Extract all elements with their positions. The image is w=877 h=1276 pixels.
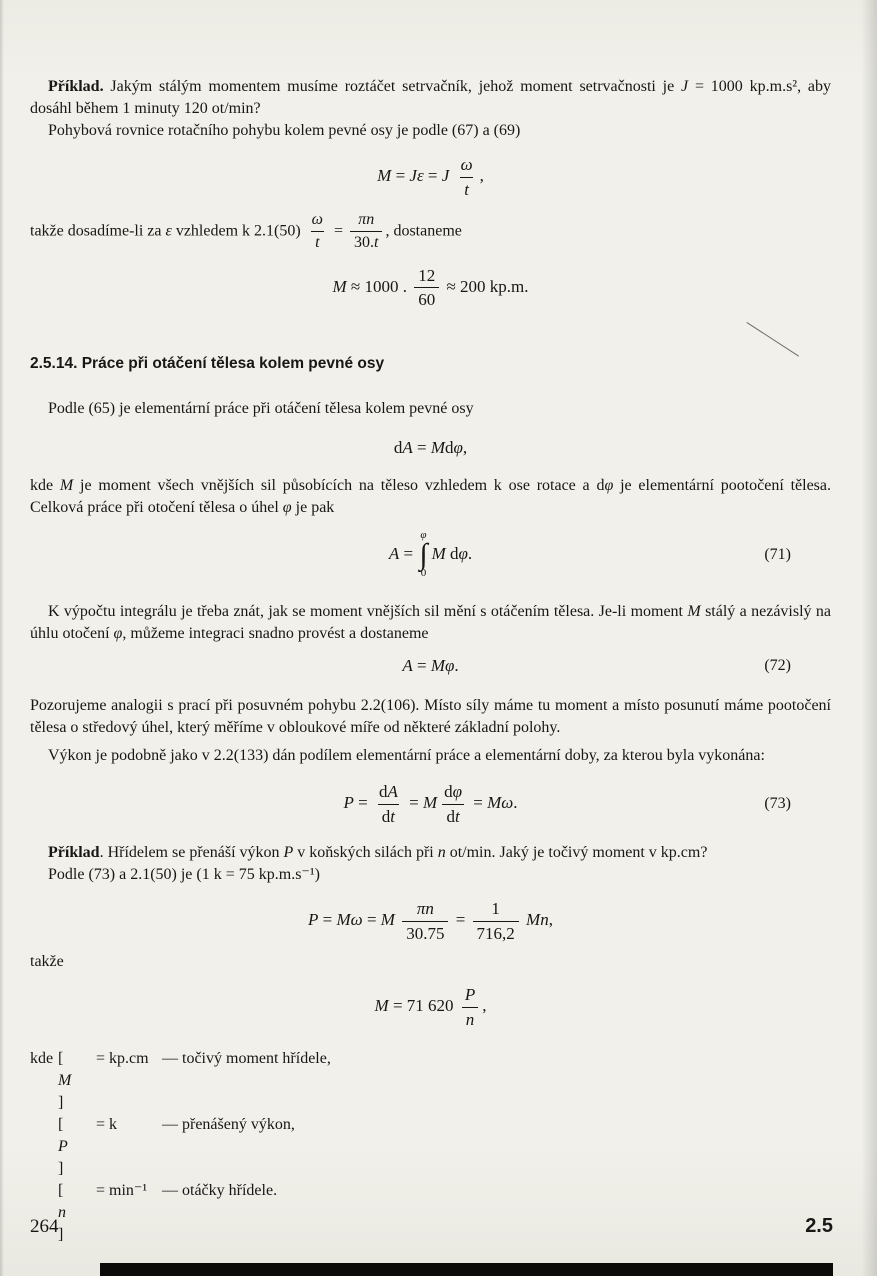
paragraph-podle-73: Podle (73) a 2.1(50) je (1 k = 75 kp.m.s⁻¹) bbox=[48, 866, 320, 884]
text-segment: P bbox=[283, 844, 294, 862]
text-segment: . Hřídelem se přenáší výkon bbox=[99, 844, 284, 862]
text-segment: = bbox=[329, 222, 347, 240]
text-segment: t bbox=[390, 806, 396, 826]
equation-m-approx-200 bbox=[30, 266, 831, 310]
text-segment: M bbox=[58, 1071, 72, 1089]
equation-body bbox=[308, 899, 553, 943]
math-fraction bbox=[375, 782, 402, 826]
math-fraction bbox=[457, 155, 477, 199]
text-segment: [ bbox=[58, 1181, 64, 1199]
text-segment: φ bbox=[113, 625, 123, 643]
fraction-denominator bbox=[462, 1007, 479, 1030]
text-segment: d bbox=[378, 782, 388, 802]
math-fraction bbox=[461, 985, 479, 1029]
equation-da-mdphi bbox=[30, 437, 831, 459]
text-segment: φ bbox=[458, 544, 468, 564]
text-segment: Mω bbox=[336, 910, 363, 930]
text-segment: kde bbox=[30, 476, 60, 494]
text-segment: . bbox=[513, 793, 518, 813]
text-segment: 1 bbox=[491, 899, 500, 919]
text-segment: M bbox=[374, 996, 389, 1016]
text-segment: J bbox=[441, 165, 454, 185]
text-segment: M bbox=[377, 165, 392, 185]
math-fraction bbox=[473, 899, 519, 943]
deflist-lead: kde bbox=[30, 1049, 54, 1067]
integral-part: φ bbox=[420, 528, 427, 541]
paragraph-motion-equation-intro: Pohybová rovnice rotačního pohybu kolem pevné osy je podle (67) a (69) bbox=[48, 122, 521, 139]
text-segment: d bbox=[446, 806, 455, 826]
section-heading-2-5-14: 2.5.14. Práce při otáčení tělesa kolem pevné osy bbox=[30, 354, 385, 372]
text-segment: , bbox=[479, 165, 484, 185]
text-segment: d bbox=[444, 782, 453, 802]
fraction-numerator bbox=[308, 211, 327, 231]
fraction-numerator bbox=[440, 782, 466, 804]
text-segment: πn bbox=[416, 899, 434, 919]
text-segment: 60 bbox=[418, 290, 436, 310]
text-segment: πn bbox=[358, 211, 375, 229]
text-segment: = bbox=[451, 910, 470, 930]
text-segment: = bbox=[353, 793, 372, 813]
text-segment: je moment všech vnějších sil působících na těleso vzhledem k ose rotace a d bbox=[73, 476, 605, 494]
fraction-numerator bbox=[414, 266, 439, 288]
deflist-value: = kp.cm bbox=[96, 1049, 149, 1067]
text-segment: φ bbox=[282, 498, 292, 516]
equation-body bbox=[388, 528, 473, 580]
page-number: 264 bbox=[30, 1216, 59, 1237]
text-segment: P bbox=[308, 910, 319, 930]
text-segment: 30. bbox=[354, 234, 374, 252]
text-segment: , bbox=[548, 910, 553, 930]
text-segment: = bbox=[412, 656, 431, 676]
equation-number-72: (72) bbox=[764, 657, 791, 675]
text-segment: d bbox=[445, 437, 454, 457]
equation-body bbox=[332, 266, 528, 310]
text-segment: , dostaneme bbox=[385, 222, 462, 240]
fraction-denominator bbox=[442, 804, 463, 827]
text-segment: t bbox=[464, 179, 469, 199]
paragraph-example-1 bbox=[30, 76, 831, 120]
text-segment: t bbox=[374, 234, 379, 252]
text-segment: = bbox=[404, 793, 423, 813]
fraction-numerator bbox=[461, 985, 479, 1007]
fraction-numerator bbox=[487, 899, 504, 921]
equation-work-integral bbox=[30, 528, 831, 580]
paragraph-substitution bbox=[30, 211, 831, 253]
text-segment: . bbox=[454, 656, 459, 676]
equation-m-71620 bbox=[30, 985, 831, 1029]
text-segment: = bbox=[318, 910, 337, 930]
text-segment: = bbox=[423, 165, 442, 185]
text-segment: = 1000 kp.m.s², aby dosáhl během 1 minuty 120 ot/min? bbox=[30, 78, 832, 117]
deflist-desc: — přenášený výkon, bbox=[162, 1115, 295, 1133]
equation-a-mphi bbox=[30, 655, 831, 677]
text-segment: = bbox=[399, 544, 418, 564]
math-fraction bbox=[414, 266, 439, 310]
text-segment: φ bbox=[452, 782, 463, 802]
text-segment: P bbox=[343, 793, 354, 813]
text-segment: A bbox=[387, 782, 398, 802]
text-segment: ] bbox=[58, 1093, 64, 1111]
text-segment: P bbox=[58, 1137, 68, 1155]
text-segment: takže dosadíme-li za bbox=[30, 222, 166, 240]
equation-power bbox=[30, 782, 831, 826]
text-segment: M bbox=[431, 544, 446, 564]
text-segment: ω bbox=[311, 211, 323, 229]
fraction-denominator bbox=[378, 804, 399, 827]
text-segment: n bbox=[437, 844, 446, 862]
deflist-value: = min⁻¹ bbox=[96, 1181, 148, 1199]
paragraph-takze: takže bbox=[30, 953, 64, 971]
integral-sign bbox=[419, 528, 428, 580]
text-segment: P bbox=[464, 985, 476, 1005]
integral-part: 0 bbox=[420, 567, 427, 580]
deflist-term bbox=[58, 1048, 96, 1114]
text-segment: M bbox=[380, 910, 400, 930]
text-segment: , bbox=[462, 437, 468, 457]
text-segment: ot/min. Jaký je točivý moment v kp.cm? bbox=[445, 844, 708, 862]
text-segment: A bbox=[388, 544, 400, 564]
text-segment: stálý a nezávislý na úhlu otočení bbox=[30, 603, 832, 643]
text-segment: Příklad. bbox=[48, 78, 104, 95]
equation-body bbox=[394, 437, 467, 459]
text-segment: A bbox=[402, 656, 413, 676]
text-segment: t bbox=[315, 234, 320, 252]
text-segment: n bbox=[465, 1009, 475, 1029]
equation-number-71: (71) bbox=[764, 546, 791, 564]
paragraph-kde-m bbox=[30, 475, 831, 519]
text-segment: v koňských silách při bbox=[293, 844, 438, 862]
text-segment: Jε bbox=[409, 165, 424, 185]
fraction-numerator bbox=[354, 211, 378, 231]
text-segment: = bbox=[412, 437, 431, 457]
paragraph-pozorujeme: Pozorujeme analogii s prací při posuvném pohybu 2.2(106). Místo síly máme tu moment a místo posunutí máme pootočení tělesa o středový úhel, který měříme v obloukové míře od některé základní polohy. bbox=[30, 697, 831, 737]
equation-number-73: (73) bbox=[764, 795, 791, 813]
deflist-value: = k bbox=[96, 1115, 118, 1133]
text-segment: ω bbox=[460, 155, 473, 174]
text-segment: M bbox=[422, 793, 438, 813]
page-footer bbox=[30, 1215, 833, 1238]
text-segment: ≈ 1000 . bbox=[346, 276, 412, 296]
text-segment: Mφ bbox=[430, 656, 455, 676]
fraction-numerator bbox=[375, 782, 402, 804]
text-segment: 12 bbox=[418, 265, 436, 285]
math-fraction bbox=[350, 211, 382, 253]
paragraph-example-2 bbox=[30, 842, 831, 864]
text-segment: d bbox=[381, 806, 391, 826]
text-segment: n bbox=[58, 1203, 66, 1221]
scan-black-bar bbox=[100, 1263, 833, 1276]
fraction-denominator bbox=[402, 921, 448, 944]
fraction-denominator bbox=[414, 287, 439, 310]
equation-body bbox=[343, 782, 517, 826]
text-segment: d bbox=[445, 544, 459, 564]
deflist-desc: — točivý moment hřídele, bbox=[162, 1049, 331, 1067]
text-segment: d bbox=[393, 437, 403, 457]
text-segment: 716,2 bbox=[476, 923, 515, 943]
integral-part: ∫ bbox=[419, 537, 428, 571]
deflist-term bbox=[58, 1114, 96, 1180]
text-segment: J bbox=[681, 78, 689, 95]
text-segment: ] bbox=[58, 1159, 64, 1177]
paragraph-podle-65: Podle (65) je elementární práce při otáčení tělesa kolem pevné osy bbox=[48, 399, 474, 417]
fraction-numerator bbox=[413, 899, 438, 921]
text-segment: ε bbox=[165, 222, 172, 240]
text-segment: [ bbox=[58, 1049, 64, 1067]
text-segment: M bbox=[59, 476, 74, 494]
text-segment: vzhledem k 2.1(50) bbox=[171, 222, 305, 240]
text-segment: [ bbox=[58, 1115, 64, 1133]
text-segment: M bbox=[687, 603, 701, 621]
text-segment: M bbox=[430, 437, 445, 457]
fraction-denominator bbox=[473, 921, 519, 944]
equation-body bbox=[402, 655, 458, 677]
math-fraction bbox=[440, 782, 466, 826]
text-segment: φ bbox=[604, 476, 614, 494]
text-segment: φ bbox=[453, 437, 463, 457]
fraction-denominator bbox=[311, 231, 323, 252]
text-segment: ] bbox=[58, 1225, 64, 1243]
fraction-denominator bbox=[460, 177, 473, 200]
deflist-lead-empty bbox=[30, 1114, 58, 1180]
math-fraction bbox=[308, 211, 327, 253]
text-segment: ≈ 200 kp.m. bbox=[442, 276, 529, 296]
equation-body bbox=[375, 985, 487, 1029]
text-segment: Mω bbox=[487, 793, 514, 813]
text-segment: K výpočtu integrálu je třeba znát, jak se moment vnějších sil mění s otáčením tělesa. Je-li moment bbox=[48, 603, 688, 621]
text-segment: , bbox=[482, 996, 487, 1016]
text-segment: 30.75 bbox=[406, 923, 445, 943]
math-fraction bbox=[402, 899, 448, 943]
equation-p-momega bbox=[30, 899, 831, 943]
text-segment: t bbox=[454, 806, 460, 826]
text-segment: = bbox=[362, 910, 381, 930]
text-segment: Příklad bbox=[48, 844, 100, 862]
text-segment: je elementární pootočení tělesa. Celková práce při otočení tělesa o úhel bbox=[30, 476, 832, 516]
text-segment: Mn bbox=[521, 910, 549, 930]
text-segment: = bbox=[469, 793, 488, 813]
text-segment: = bbox=[391, 165, 410, 185]
section-number: 2.5 bbox=[805, 1215, 833, 1237]
paragraph-k-vypoctu bbox=[30, 601, 831, 645]
text-segment: je pak bbox=[291, 498, 335, 516]
equation-body bbox=[377, 155, 484, 199]
paragraph-vykon: Výkon je podobně jako v 2.2(133) dán podílem elementární práce a elementární doby, za kterou byla vykonána: bbox=[48, 747, 765, 765]
text-segment: A bbox=[402, 437, 413, 457]
equation-m-j-epsilon bbox=[30, 155, 831, 199]
text-segment: Jakým stálým momentem musíme roztáčet setrvačník, jehož moment setrvačnosti je bbox=[103, 78, 682, 95]
fraction-numerator bbox=[457, 155, 477, 177]
text-segment: M bbox=[332, 276, 347, 296]
text-segment: , můžeme integraci snadno provést a dostaneme bbox=[122, 625, 429, 643]
deflist-desc: — otáčky hřídele. bbox=[162, 1181, 278, 1199]
fraction-denominator bbox=[350, 231, 382, 252]
text-segment: = 71 620 bbox=[388, 996, 458, 1016]
text-segment: . bbox=[467, 544, 473, 564]
